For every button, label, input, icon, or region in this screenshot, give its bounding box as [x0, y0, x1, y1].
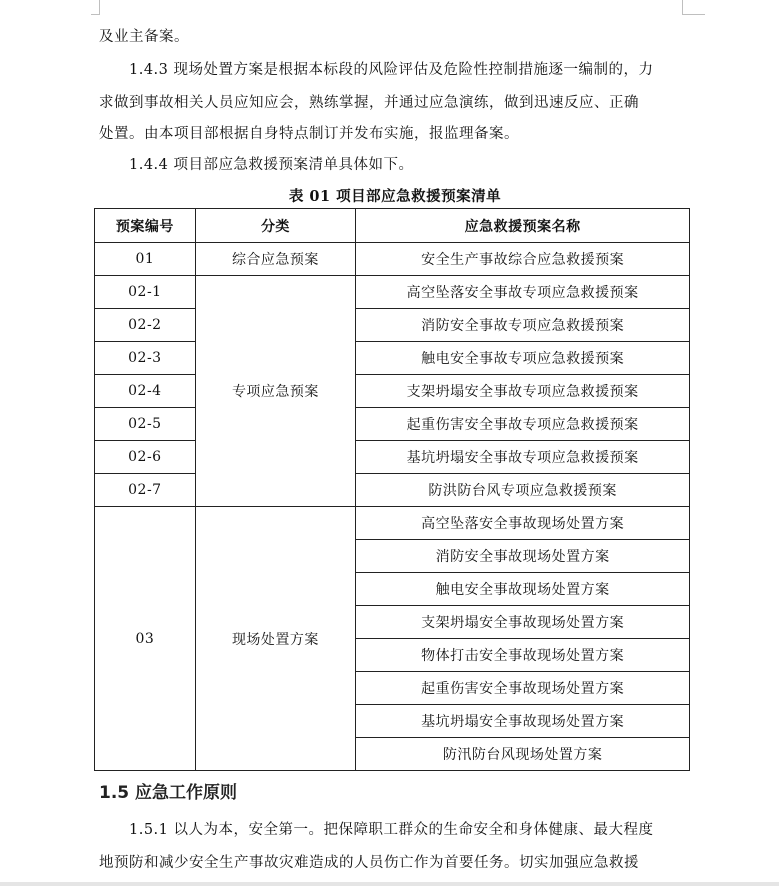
cell-plan-name: 基坑坍塌安全事故专项应急救援预案: [356, 441, 690, 474]
cell-code: 02-7: [95, 474, 196, 507]
cell-plan-name: 触电安全事故专项应急救援预案: [356, 342, 690, 375]
table-row: [95, 309, 690, 342]
cell-category: 综合应急预案: [195, 243, 355, 276]
paragraph-line: 1.4.3 现场处置方案是根据本标段的风险评估及危险性控制措施逐一编制的，力: [129, 62, 654, 78]
cell-plan-name: 支架坍塌安全事故现场处置方案: [356, 606, 690, 639]
emergency-plan-table: [94, 208, 690, 771]
cell-code: 02-2: [95, 309, 196, 342]
table-caption: 表 01 项目部应急救援预案清单: [288, 188, 502, 205]
cell-code: 02-1: [95, 276, 196, 309]
paragraph-line: 1.5.1 以人为本，安全第一。把保障职工群众的生命安全和身体健康、最大程度: [129, 822, 654, 838]
cell-plan-name: 安全生产事故综合应急救援预案: [356, 243, 690, 276]
table-header-row: [95, 209, 690, 243]
paragraph-line: 求做到事故相关人员应知应会，熟练掌握，并通过应急演练，做到迅速反应、正确: [99, 95, 639, 111]
page-corner-mark-right: [682, 0, 705, 15]
paragraph-line: 1.4.4 项目部应急救援预案清单具体如下。: [129, 157, 414, 173]
cell-plan-name: 触电安全事故现场处置方案: [356, 573, 690, 606]
table-row: [95, 375, 690, 408]
table-row: [95, 408, 690, 441]
header-code: 预案编号: [95, 209, 196, 243]
table-row: [95, 243, 690, 276]
cell-code: 02-3: [95, 342, 196, 375]
cell-plan-name: 起重伤害安全事故现场处置方案: [356, 672, 690, 705]
cell-category: 现场处置方案: [195, 507, 355, 771]
page-corner-mark-left: [91, 0, 100, 15]
cell-plan-name: 基坑坍塌安全事故现场处置方案: [356, 705, 690, 738]
table-row: [95, 474, 690, 507]
cell-plan-name: 支架坍塌安全事故专项应急救援预案: [356, 375, 690, 408]
table-row: [95, 342, 690, 375]
header-category: 分类: [195, 209, 355, 243]
table-row: [95, 441, 690, 474]
cell-category: 专项应急预案: [195, 276, 355, 507]
cell-plan-name: 高空坠落安全事故现场处置方案: [356, 507, 690, 540]
cell-plan-name: 起重伤害安全事故专项应急救援预案: [356, 408, 690, 441]
cell-code: 01: [95, 243, 196, 276]
cell-code: 02-4: [95, 375, 196, 408]
page-bottom-edge: [0, 882, 779, 886]
paragraph-line: 处置。由本项目部根据自身特点制订并发布实施，报监理备案。: [99, 126, 519, 142]
cell-code: 03: [95, 507, 196, 771]
header-plan-name: 应急救援预案名称: [356, 209, 690, 243]
section-heading: 1.5 应急工作原则: [99, 783, 238, 803]
table-row: [95, 507, 690, 540]
cell-plan-name: 消防安全事故现场处置方案: [356, 540, 690, 573]
cell-plan-name: 物体打击安全事故现场处置方案: [356, 639, 690, 672]
table-row: [95, 276, 690, 309]
cell-plan-name: 防洪防台风专项应急救援预案: [356, 474, 690, 507]
cell-code: 02-5: [95, 408, 196, 441]
cell-plan-name: 消防安全事故专项应急救援预案: [356, 309, 690, 342]
cell-code: 02-6: [95, 441, 196, 474]
paragraph-line: 地预防和减少安全生产事故灾难造成的人员伤亡作为首要任务。切实加强应急救援: [99, 855, 639, 871]
cell-plan-name: 高空坠落安全事故专项应急救援预案: [356, 276, 690, 309]
cell-plan-name: 防汛防台风现场处置方案: [356, 738, 690, 771]
paragraph-line: 及业主备案。: [99, 29, 189, 45]
